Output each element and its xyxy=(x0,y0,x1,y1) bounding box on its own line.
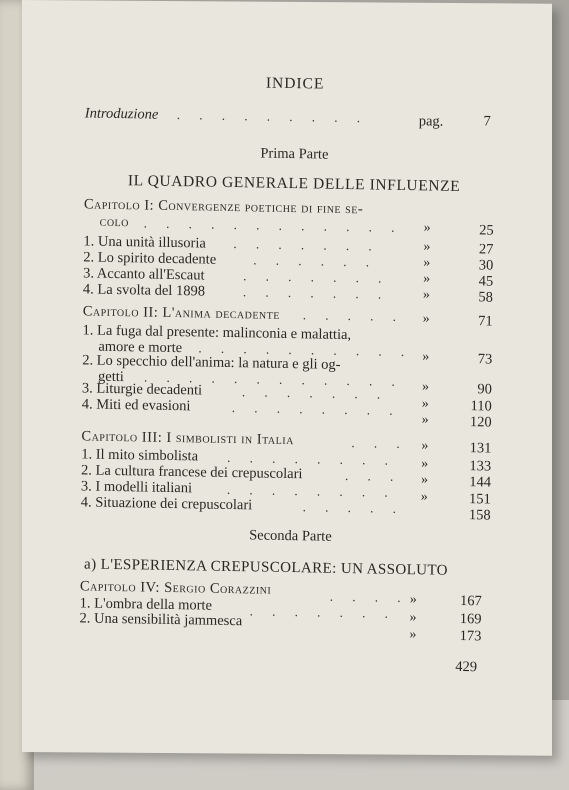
toc-item-page: 30 xyxy=(478,257,494,274)
leader-dots: . . . . . . . xyxy=(243,268,390,286)
toc-item-page: 173 xyxy=(459,628,482,645)
leader-dots: . . . . . . . . . xyxy=(176,107,369,126)
toc-item-page: 73 xyxy=(477,351,493,368)
leader-dots: . . . . . . . . . . xyxy=(198,340,413,360)
page-title: INDICE xyxy=(265,74,325,93)
toc-item-page: 133 xyxy=(469,458,492,475)
toc-item: 1. La fuga dal presente: malinconia e malattia, xyxy=(82,322,352,344)
chapter-4-title: Capitolo IV: Sergio Corazzini xyxy=(79,578,272,598)
raquo: » xyxy=(421,456,429,472)
leader-dots: . . . . . . . . xyxy=(231,400,401,418)
part1-subtitle: IL QUADRO GENERALE DELLE INFLUENZE xyxy=(127,172,461,195)
chapter-1-page: 25 xyxy=(479,222,494,239)
toc-item-page: 151 xyxy=(468,491,491,508)
leader-dots: . . . . . . . xyxy=(249,603,396,621)
chapter-4-page: 167 xyxy=(459,593,482,610)
leader-dots: . . . . . . . . xyxy=(226,481,396,500)
toc-item-page: 90 xyxy=(477,381,493,398)
intro-page: 7 xyxy=(483,113,491,130)
leader-dots: . . . . xyxy=(329,588,409,606)
toc-item: 1. L'ombra della morte xyxy=(79,595,213,614)
toc-item: 1. Il mito simbolista xyxy=(81,446,199,465)
toc-item: 2. La cultura francese dei crepuscolari xyxy=(80,462,303,483)
toc-item-page: 27 xyxy=(478,241,494,258)
leader-dots: . . . . . . . xyxy=(241,384,389,402)
toc-item: 3. I modelli italiani xyxy=(80,478,193,497)
toc-item-page: 45 xyxy=(478,273,494,290)
toc-item: 4. La svolta del 1898 xyxy=(82,281,206,300)
toc-item: 2. Una sensibilità jammesca xyxy=(79,610,243,630)
toc-item: 4. Situazione dei crepuscolari xyxy=(80,494,253,514)
raquo: » xyxy=(423,239,431,255)
raquo: » xyxy=(423,271,431,287)
raquo: » xyxy=(423,220,431,236)
intro-label: Introduzione xyxy=(84,105,159,123)
table-of-contents xyxy=(79,0,506,676)
raquo: » xyxy=(421,412,429,428)
raquo: » xyxy=(409,610,417,626)
raquo: » xyxy=(421,379,430,395)
part2-title: Seconda Parte xyxy=(249,527,332,545)
toc-item-page: 158 xyxy=(468,507,491,524)
toc-item: 2. Lo specchio dell'anima: la natura e gli og- xyxy=(82,352,341,373)
chapter-1-title: Capitolo I: Convergenze poetiche di fine se- xyxy=(83,196,364,218)
leader-dots: . . . xyxy=(344,467,402,484)
toc-item: 4. Miti ed evasioni xyxy=(81,396,191,415)
raquo: » xyxy=(421,438,429,454)
leader-dots: . . . . . . . xyxy=(233,236,380,254)
chapter-1-title-cont: colo xyxy=(99,213,130,231)
leader-dots: . . . . . . . . . . . . xyxy=(143,215,403,235)
raquo: » xyxy=(421,396,429,412)
toc-item: 2. Lo spirito decadente xyxy=(83,249,217,268)
leader-dots: . . . . . xyxy=(302,499,405,517)
toc-item-page: 144 xyxy=(469,474,492,491)
raquo: » xyxy=(420,472,429,488)
intro-pag: pag. xyxy=(418,113,444,130)
raquo: » xyxy=(422,349,430,365)
page-number: 429 xyxy=(455,658,478,676)
raquo: » xyxy=(422,287,431,303)
toc-item: 3. Liturgie decadenti xyxy=(81,380,203,399)
leader-dots: . . . . . xyxy=(302,307,405,325)
raquo: » xyxy=(422,311,430,327)
toc-item: 1. Una unità illusoria xyxy=(83,233,206,252)
raquo: » xyxy=(409,627,417,643)
part1-title: Prima Parte xyxy=(260,145,329,163)
book-page xyxy=(22,0,552,756)
leader-dots: . . . xyxy=(351,435,408,452)
toc-item-cont: getti xyxy=(97,368,124,386)
toc-item: 3. Accanto all'Escaut xyxy=(83,265,205,284)
leader-dots: . . . . . . . xyxy=(242,284,390,302)
leader-dots: . . . . . . xyxy=(253,252,378,270)
toc-item-page: 58 xyxy=(478,289,494,306)
part2-subtitle: a) L'ESPERIENZA CREPUSCOLARE: UN ASSOLUTO xyxy=(84,556,449,579)
raquo: » xyxy=(423,255,431,271)
toc-item-cont: amore e morte xyxy=(98,338,183,357)
leader-dots: . . . . . . . . xyxy=(227,449,397,468)
toc-item-page: 110 xyxy=(470,398,492,415)
chapter-3-title: Capitolo III: I simbolisti in Italia xyxy=(81,428,294,449)
toc-item-page: 169 xyxy=(459,611,482,628)
leader-dots: . . . . . . . . . . . . xyxy=(143,369,403,389)
chapter-2-page: 71 xyxy=(478,313,493,330)
chapter-3-page: 131 xyxy=(469,440,492,457)
chapter-2-title: Capitolo II: L'anima decadente xyxy=(82,303,280,323)
raquo: » xyxy=(420,489,428,505)
raquo: » xyxy=(409,592,417,608)
toc-item-page: 120 xyxy=(469,414,492,431)
